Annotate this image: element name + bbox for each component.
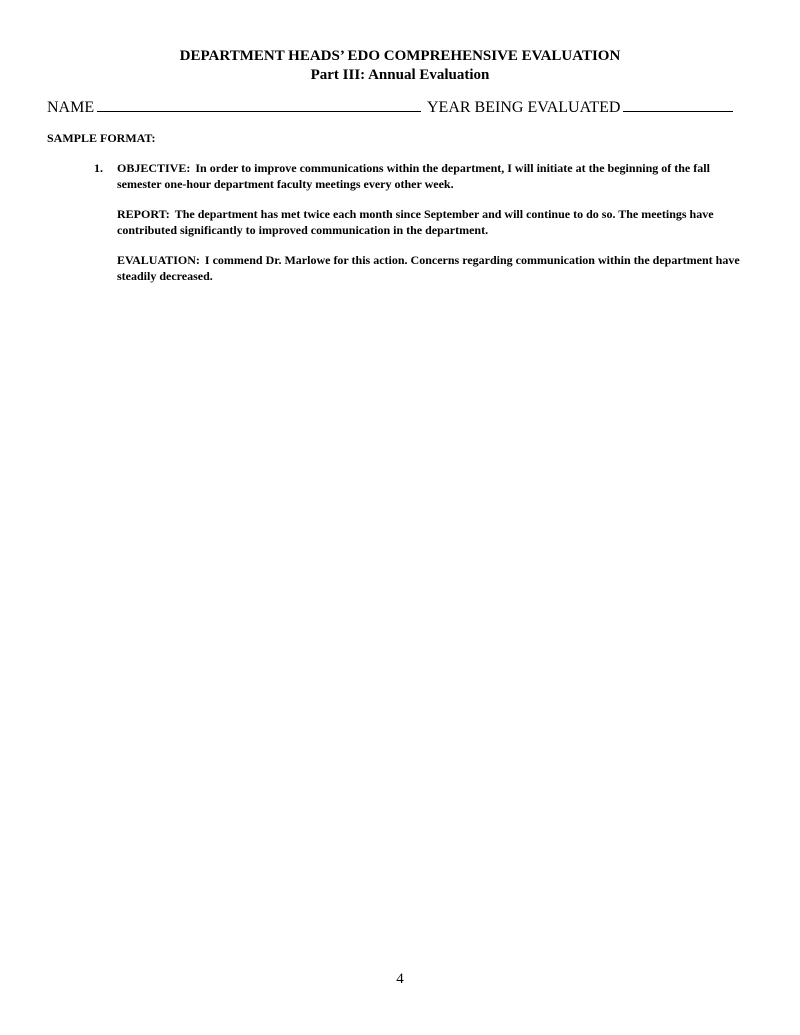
document-title: DEPARTMENT HEADS’ EDO COMPREHENSIVE EVALUATION — [179, 48, 621, 64]
document-subtitle: Part III: Annual Evaluation — [310, 67, 490, 83]
name-field-group — [47, 96, 421, 119]
year-being-evaluated-label: YEAR BEING EVALUATED — [427, 99, 621, 116]
evaluation-text: I commend Dr. Marlowe for this action. Concerns regarding communication within the department have steadily decreased. — [117, 253, 740, 283]
year-field-group — [427, 96, 733, 119]
year-being-evaluated-blank-line[interactable] — [623, 96, 733, 112]
name-blank-line[interactable] — [97, 96, 421, 112]
objective-text: In order to improve communications within the department, I will initiate at the beginning of the fall semester one-hour department faculty meetings every other week. — [117, 161, 710, 191]
document-header — [0, 47, 800, 85]
name-label: NAME — [47, 99, 95, 116]
evaluation-label: EVALUATION: — [117, 253, 200, 267]
page-number: 4 — [396, 971, 404, 987]
report-paragraph — [117, 206, 749, 238]
report-label: REPORT: — [117, 207, 170, 221]
objective-label: OBJECTIVE: — [117, 161, 191, 175]
evaluation-paragraph — [117, 252, 749, 284]
identification-fields — [47, 96, 747, 118]
report-text: The department has met twice each month since September and will continue to do so. The meetings have contributed significantly to improved communication in the department. — [117, 207, 714, 237]
objective-paragraph — [117, 160, 749, 192]
sample-format-heading: SAMPLE FORMAT: — [47, 131, 156, 145]
item-number: 1. — [94, 161, 103, 175]
item-body — [117, 160, 749, 298]
